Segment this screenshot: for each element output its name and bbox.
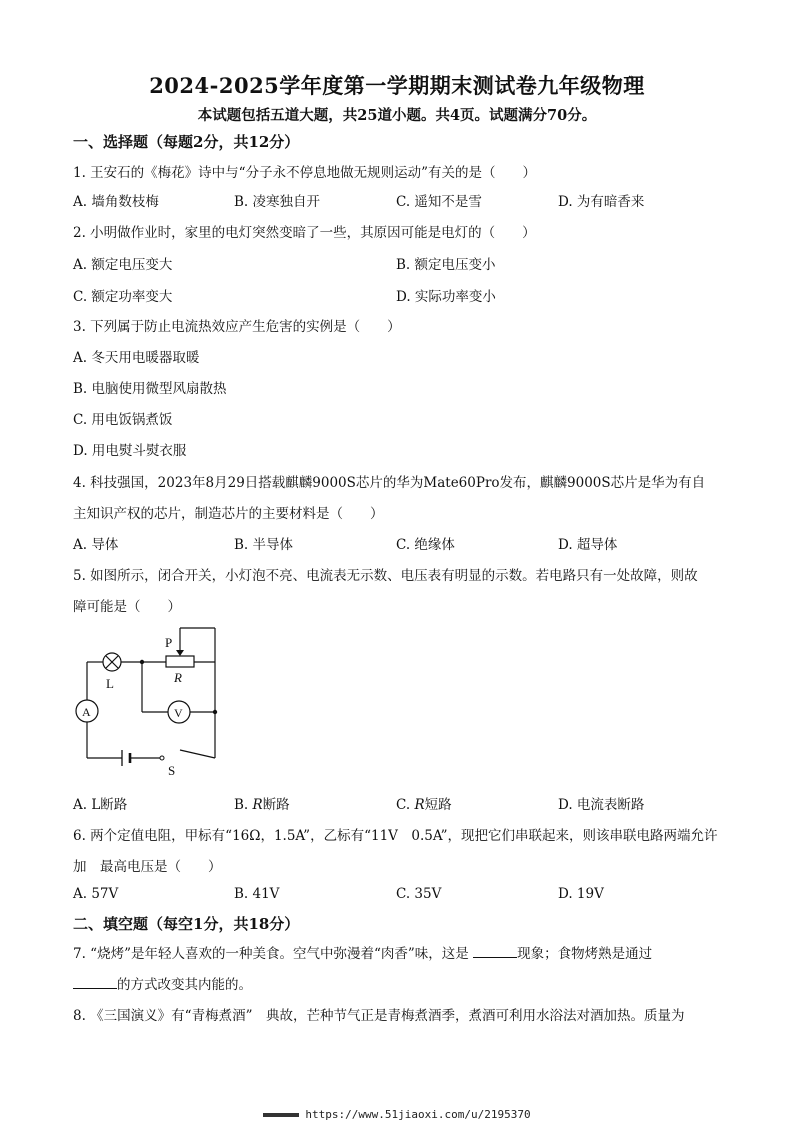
- footer-url[interactable]: https://www.51jiaoxi.com/u/2195370: [305, 1108, 531, 1121]
- question-3-option-a: A. 冬天用电暖器取暖: [73, 350, 200, 366]
- lamp-icon: [103, 653, 121, 671]
- question-4-option-b: B. 半导体: [234, 537, 294, 553]
- question-5-option-c: C. R短路: [396, 797, 452, 813]
- question-6-option-a: A. 57V: [73, 886, 119, 902]
- question-1-option-b: B. 凌寒独自开: [234, 194, 321, 210]
- question-5-option-b: B. R断路: [234, 797, 290, 813]
- watermark-mark: [263, 1113, 299, 1117]
- switch-icon: [160, 750, 180, 760]
- question-2-option-c: C. 额定功率变大: [73, 289, 173, 305]
- question-2-option-a: A. 额定电压变大: [73, 257, 173, 273]
- question-3-option-c: C. 用电饭锅煮饭: [73, 412, 173, 428]
- label-a: A: [82, 705, 91, 719]
- question-2-option-d: D. 实际功率变小: [396, 289, 496, 305]
- question-1-option-c: C. 遥知不是雪: [396, 194, 482, 210]
- circuit-diagram: [70, 622, 230, 782]
- question-4-option-a: A. 导体: [73, 537, 119, 553]
- question-4-option-c: C. 绝缘体: [396, 537, 455, 553]
- label-s: S: [168, 763, 176, 778]
- page-footer: [0, 1108, 794, 1121]
- question-6-option-d: D. 19V: [558, 886, 604, 902]
- section-heading-fill: 二、填空题（每空1分，共18分）: [73, 915, 300, 933]
- question-4-option-d: D. 超导体: [558, 537, 618, 553]
- question-6-stem-line1: 6. 两个定值电阻，甲标有“16Ω，1.5A”，乙标有“11V 0.5A”，现把它们串联起来，则该串联电路两端允许: [73, 828, 718, 844]
- label-p: P: [165, 635, 173, 650]
- answer-blank[interactable]: [73, 976, 117, 989]
- question-3-option-d: D. 用电熨斗熨衣服: [73, 443, 187, 459]
- slider-arrow-icon: [176, 650, 184, 656]
- label-l: L: [106, 676, 114, 691]
- question-3-option-b: B. 电脑使用微型风扇散热: [73, 381, 227, 397]
- junction-dot: [140, 660, 144, 664]
- question-1-option-a: A. 墙角数枝梅: [73, 194, 159, 210]
- question-4-stem-line2: 主知识产权的芯片，制造芯片的主要材料是（ ）: [73, 506, 384, 522]
- question-6-stem-line2: 加 最高电压是（ ）: [73, 859, 222, 875]
- rheostat-icon: [166, 656, 194, 667]
- label-r: R: [174, 670, 182, 685]
- question-7-stem-line2: 的方式改变其内能的。: [73, 973, 252, 993]
- section-heading-choice: 一、选择题（每题2分，共12分）: [73, 133, 300, 151]
- question-6-option-b: B. 41V: [234, 886, 280, 902]
- junction-dot: [213, 710, 217, 714]
- question-7-stem-line1: 7. “烧烤”是年轻人喜欢的一种美食。空气中弥漫着“肉香”味，这是 现象；食物烤熟是通过: [73, 946, 653, 962]
- question-1-option-d: D. 为有暗香来: [558, 194, 645, 210]
- question-5-option-d: D. 电流表断路: [558, 797, 645, 813]
- question-5-option-a: A. L断路: [73, 797, 128, 813]
- question-1-stem: 1. 王安石的《梅花》诗中与“分子永不停息地做无规则运动”有关的是（ ）: [73, 165, 536, 181]
- label-v: V: [174, 706, 183, 720]
- question-3-stem: 3. 下列属于防止电流热效应产生危害的实例是（ ）: [73, 319, 401, 335]
- answer-blank[interactable]: [473, 945, 517, 958]
- question-8-stem-line1: 8. 《三国演义》有“青梅煮酒” 典故，芒种节气正是青梅煮酒季，煮酒可利用水浴法对酒加热。质量为: [73, 1008, 685, 1024]
- question-2-option-b: B. 额定电压变小: [396, 257, 496, 273]
- question-2-stem: 2. 小明做作业时，家里的电灯突然变暗了一些，其原因可能是电灯的（ ）: [73, 225, 536, 241]
- page-subtitle: 本试题包括五道大题，共25道小题。共4页。试题满分70分。: [197, 107, 597, 124]
- question-4-stem-line1: 4. 科技强国，2023年8月29日搭载麒麟9000S芯片的华为Mate60Pro发布，麒麟9000S芯片是华为有自: [73, 475, 706, 491]
- question-6-option-c: C. 35V: [396, 886, 442, 902]
- question-5-stem-line2: 障可能是（ ）: [73, 599, 181, 615]
- question-5-stem-line1: 5. 如图所示，闭合开关，小灯泡不亮、电流表无示数、电压表有明显的示数。若电路只有一处故障，则故: [73, 568, 698, 584]
- battery-icon: [122, 750, 130, 766]
- page-title: 2024-2025学年度第一学期期末测试卷九年级物理: [149, 73, 645, 98]
